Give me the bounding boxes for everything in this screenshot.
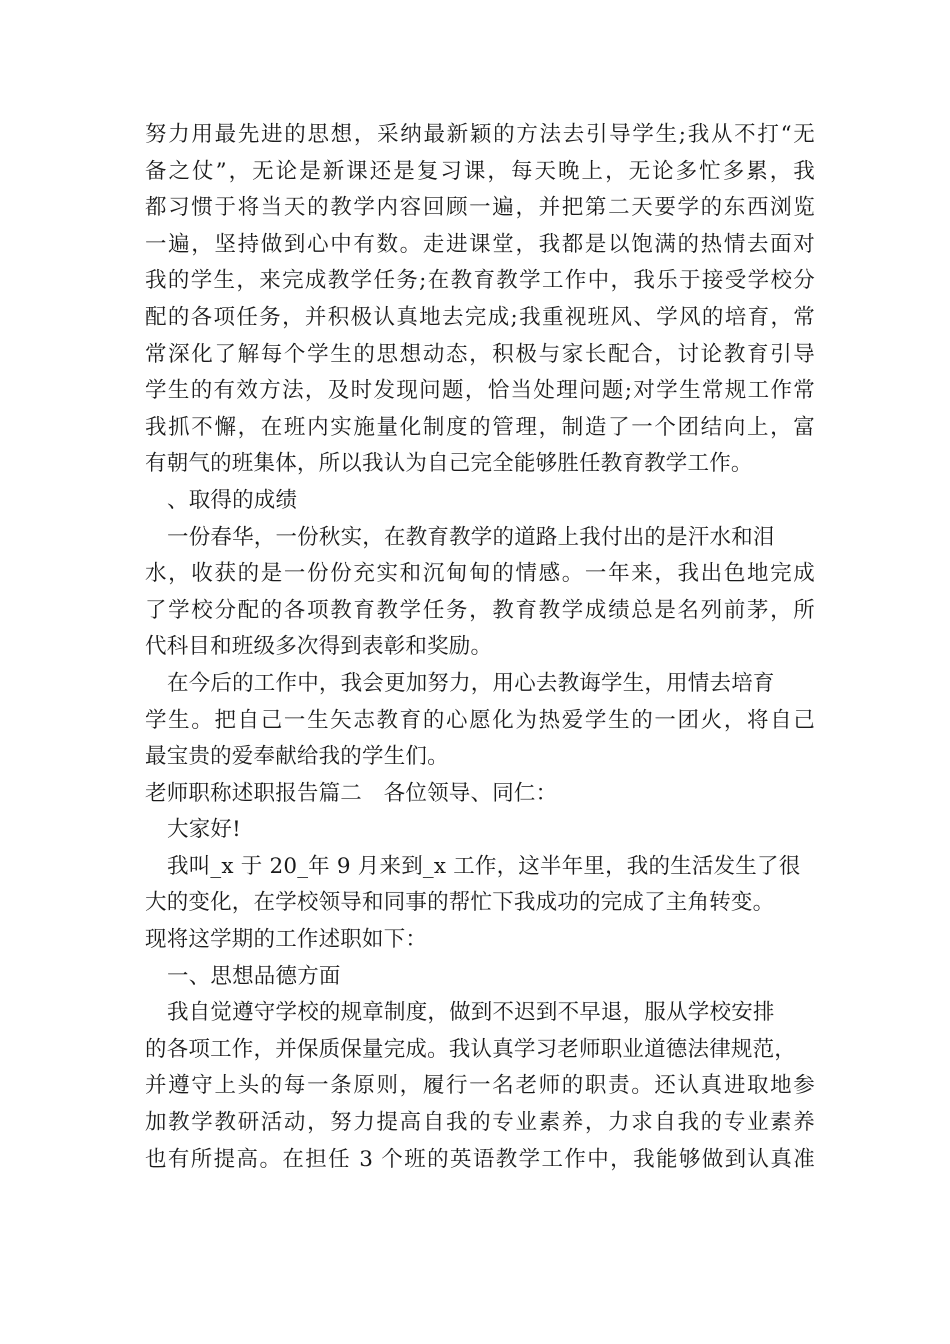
paragraph-first-line: 在今后的工作中，我会更加努力，用心去教诲学生，用情去培育: [167, 670, 775, 696]
text-line: 并遵守上头的每一条原则，履行一名老师的职责。还认真进取地参: [145, 1073, 815, 1099]
text-line: 水，收获的是一份份充实和沉甸甸的情感。一年来，我出色地完成: [145, 561, 815, 587]
document-body: [145, 117, 815, 1178]
text-line: 加教学教研活动，努力提高自我的专业素养，力求自我的专业素养: [145, 1110, 815, 1136]
greeting: 大家好!: [167, 817, 241, 843]
paragraph-first-line: 我自觉遵守学校的规章制度，做到不迟到不早退，服从学校安排: [167, 1000, 775, 1026]
text-line: 了学校分配的各项教育教学任务，教育教学成绩总是名列前茅，所: [145, 597, 815, 623]
section-heading: 、取得的成绩: [167, 487, 298, 513]
text-line: 学生的有效方法，及时发现问题，恰当处理问题;对学生常规工作常: [145, 378, 815, 404]
text-line: 努力用最先进的思想，采纳最新颖的方法去引导学生;我从不打“无: [145, 122, 815, 147]
text-line: 现将这学期的工作述职如下：: [145, 927, 428, 953]
paragraph-first-line: 一份春华，一份秋实，在教育教学的道路上我付出的是汗水和泪: [167, 524, 775, 550]
text-line: 学生。把自己一生矢志教育的心愿化为热爱学生的一团火，将自己: [145, 707, 815, 733]
text-line: 有朝气的班集体，所以我认为自己完全能够胜任教育教学工作。: [145, 451, 753, 477]
paragraph-first-line: 我叫_x 于 20_年 9 月来到_x 工作，这半年里，我的生活发生了很: [167, 853, 801, 879]
text-line: 都习惯于将当天的教学内容回顾一遍，并把第二天要学的东西浏览: [145, 195, 815, 221]
text-line: 我的学生，来完成教学任务;在教育教学工作中，我乐于接受学校分: [145, 268, 815, 294]
text-line: 大的变化，在学校领导和同事的帮忙下我成功的完成了主角转变。: [145, 890, 775, 916]
text-line: 一遍，坚持做到心中有数。走进课堂，我都是以饱满的热情去面对: [145, 231, 815, 257]
section-heading: 一、思想品德方面: [167, 963, 341, 989]
text-line: 最宝贵的爱奉献给我的学生们。: [145, 744, 449, 770]
text-line: 配的各项任务，并积极认真地去完成;我重视班风、学风的培育，常: [145, 304, 815, 330]
text-line: 常深化了解每个学生的思想动态，积极与家长配合，讨论教育引导: [145, 341, 815, 367]
text-line: 的各项工作，并保质保量完成。我认真学习老师职业道德法律规范，: [145, 1036, 797, 1062]
text-line: 代科目和班级多次得到表彰和奖励。: [145, 634, 493, 660]
report-title: 老师职称述职报告篇二 各位领导、同仁：: [145, 780, 558, 806]
text-line: 我抓不懈，在班内实施量化制度的管理，制造了一个团结向上，富: [145, 414, 815, 440]
text-line: 也有所提高。在担任 3 个班的英语教学工作中，我能够做到认真准: [145, 1146, 815, 1172]
text-line: 备之仗”，无论是新课还是复习课，每天晚上，无论多忙多累，我: [145, 158, 815, 184]
